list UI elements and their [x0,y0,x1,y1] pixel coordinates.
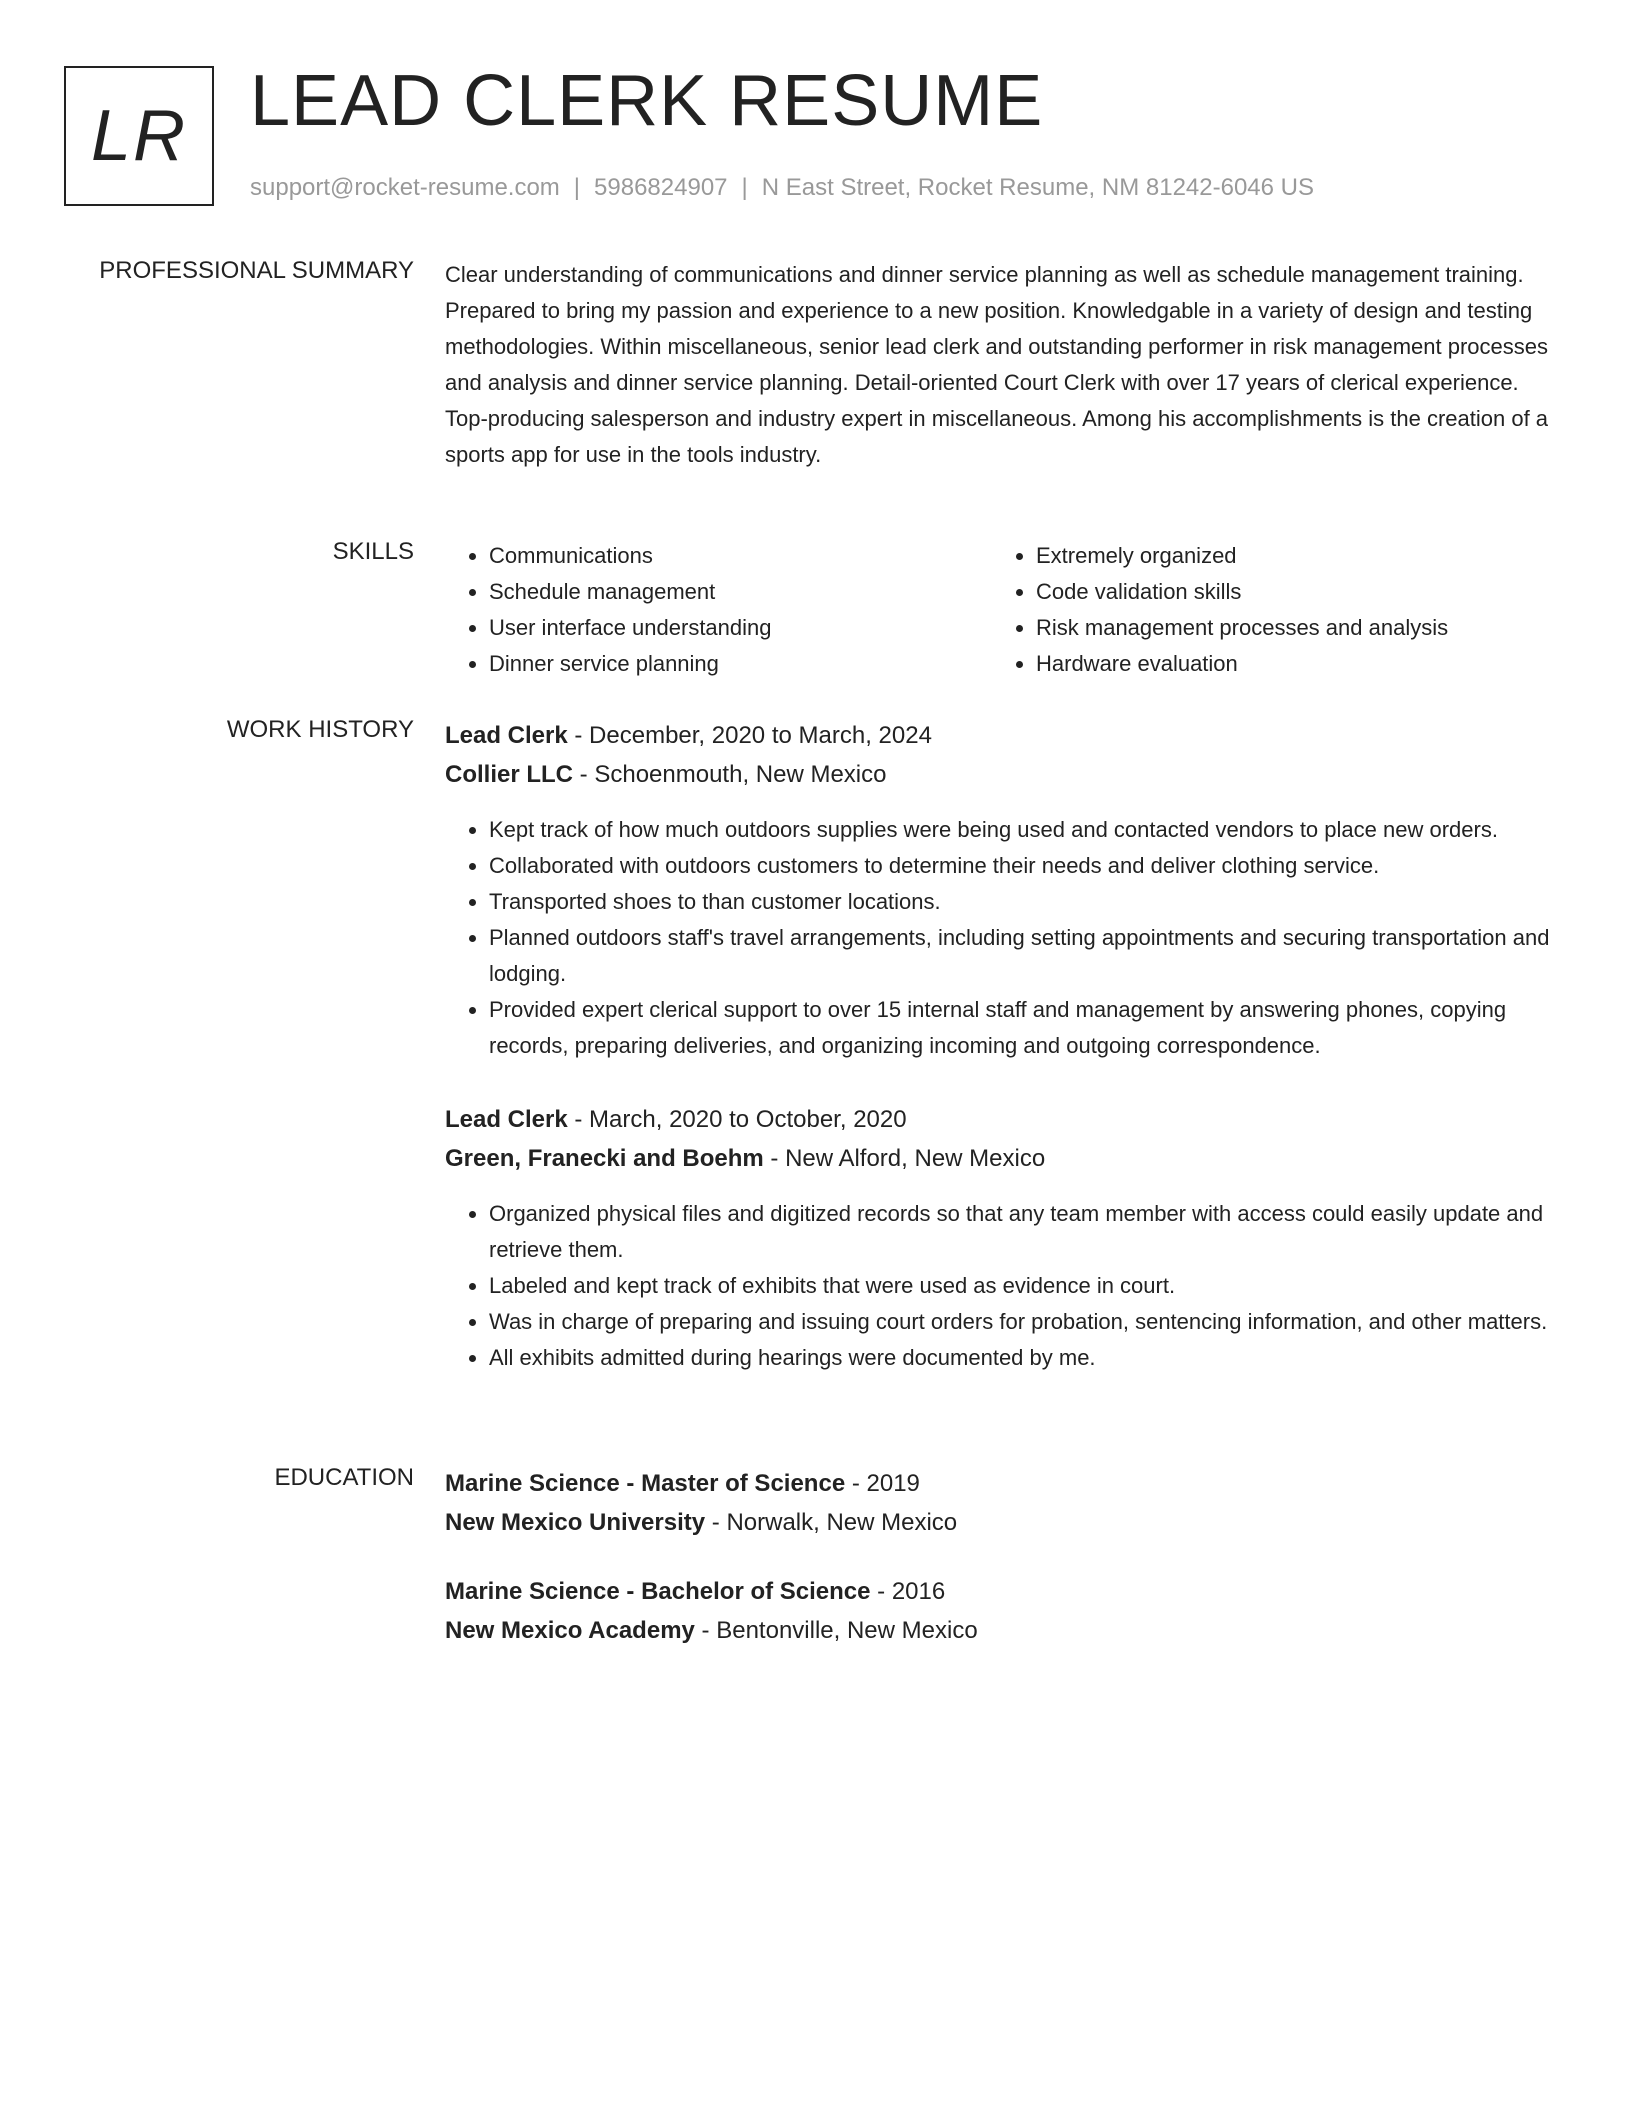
page-title: LEAD CLERK RESUME [250,61,1044,141]
education-degree: Marine Science - Master of Science [445,1470,846,1497]
job-bullet: • Transported shoes to than customer locations. [489,884,1555,920]
skill-item: • Hardware evaluation [1036,646,1539,682]
education-entry [445,1572,1555,1650]
skills-list-left [445,538,992,682]
contact-phone[interactable]: 5986824907 [594,174,728,201]
section-label-skills: SKILLS [332,538,414,565]
monogram-logo: LR [64,66,214,206]
skill-item: • Communications [489,538,992,574]
job-title: Lead Clerk [445,1106,568,1133]
education-school: New Mexico University [445,1509,706,1536]
job-bullet: • Was in charge of preparing and issuing court orders for probation, sentencing information, and other matters. [489,1304,1555,1340]
job-bullet: • Collaborated with outdoors customers to determine their needs and deliver clothing service. [489,848,1555,884]
job-entry [445,716,1555,1064]
education-entry [445,1464,1555,1542]
skill-item: • Risk management processes and analysis [1036,610,1539,646]
contact-email[interactable]: support@rocket-resume.com [250,174,560,201]
work-body [445,716,1555,1412]
skill-item: • Schedule management [489,574,992,610]
skills-body [445,538,1555,682]
skill-item: • User interface understanding [489,610,992,646]
job-title-line [445,716,1555,755]
education-location: - Bentonville, New Mexico [694,1617,978,1644]
job-bullets [445,812,1555,1064]
section-label-summary: PROFESSIONAL SUMMARY [99,257,414,284]
job-bullet: • Planned outdoors staff's travel arrangements, including setting appointments and securing transportation and lodging. [489,920,1555,992]
education-school-line [445,1503,1555,1542]
skills-list-right [992,538,1539,682]
contact-line [250,174,1314,202]
education-body [445,1464,1555,1680]
education-year: - 2016 [870,1578,946,1605]
job-company: Collier LLC [445,761,574,788]
job-dates: - March, 2020 to October, 2020 [567,1106,907,1133]
job-title-line [445,1100,1555,1139]
skills-grid [445,538,1555,682]
education-degree: Marine Science - Bachelor of Science [445,1578,871,1605]
job-dates: - December, 2020 to March, 2024 [567,722,932,749]
job-bullets [445,1196,1555,1376]
job-bullet: • Organized physical files and digitized records so that any team member with access could easily update and retrieve them. [489,1196,1555,1268]
contact-separator: | [573,174,581,201]
skill-item: • Code validation skills [1036,574,1539,610]
summary-body [445,257,1555,473]
education-school-line [445,1611,1555,1650]
contact-address: N East Street, Rocket Resume, NM 81242-6046 US [761,174,1314,201]
job-bullet: • Provided expert clerical support to over 15 internal staff and management by answering phones, copying records, preparing deliveries, and organizing incoming and outgoing correspondence. [489,992,1555,1064]
section-label-work: WORK HISTORY [226,716,414,743]
skill-item: • Extremely organized [1036,538,1539,574]
job-title: Lead Clerk [445,722,568,749]
job-company: Green, Franecki and Boehm [445,1145,764,1172]
education-location: - Norwalk, New Mexico [705,1509,958,1536]
job-location: - New Alford, New Mexico [763,1145,1046,1172]
job-bullet: • Kept track of how much outdoors supplies were being used and contacted vendors to place new orders. [489,812,1555,848]
job-bullet: • Labeled and kept track of exhibits that were used as evidence in court. [489,1268,1555,1304]
education-year: - 2019 [845,1470,920,1497]
job-company-line [445,755,1555,794]
skill-item: • Dinner service planning [489,646,992,682]
education-school: New Mexico Academy [445,1617,695,1644]
job-location: - Schoenmouth, New Mexico [573,761,887,788]
education-degree-line [445,1572,1555,1611]
section-label-education: EDUCATION [274,1464,414,1491]
job-bullet: • All exhibits admitted during hearings were documented by me. [489,1340,1555,1376]
job-entry [445,1100,1555,1376]
education-degree-line [445,1464,1555,1503]
contact-separator: | [741,174,748,201]
job-company-line [445,1139,1555,1178]
resume-header [64,61,1564,211]
summary-text: Clear understanding of communications and dinner service planning as well as schedule management training. Prepared to bring my passion and experience to a new position. Knowledgable in a variety of design and testing methodologies. Within miscellaneous, senior lead clerk and outstanding performer in risk management processes and analysis and dinner service planning. Detail-oriented Court Clerk with over 17 years of clerical experience. Top-producing salesperson and industry expert in miscellaneous. Among his accomplishments is the creation of a sports app for use in the tools industry. [445,262,1549,467]
